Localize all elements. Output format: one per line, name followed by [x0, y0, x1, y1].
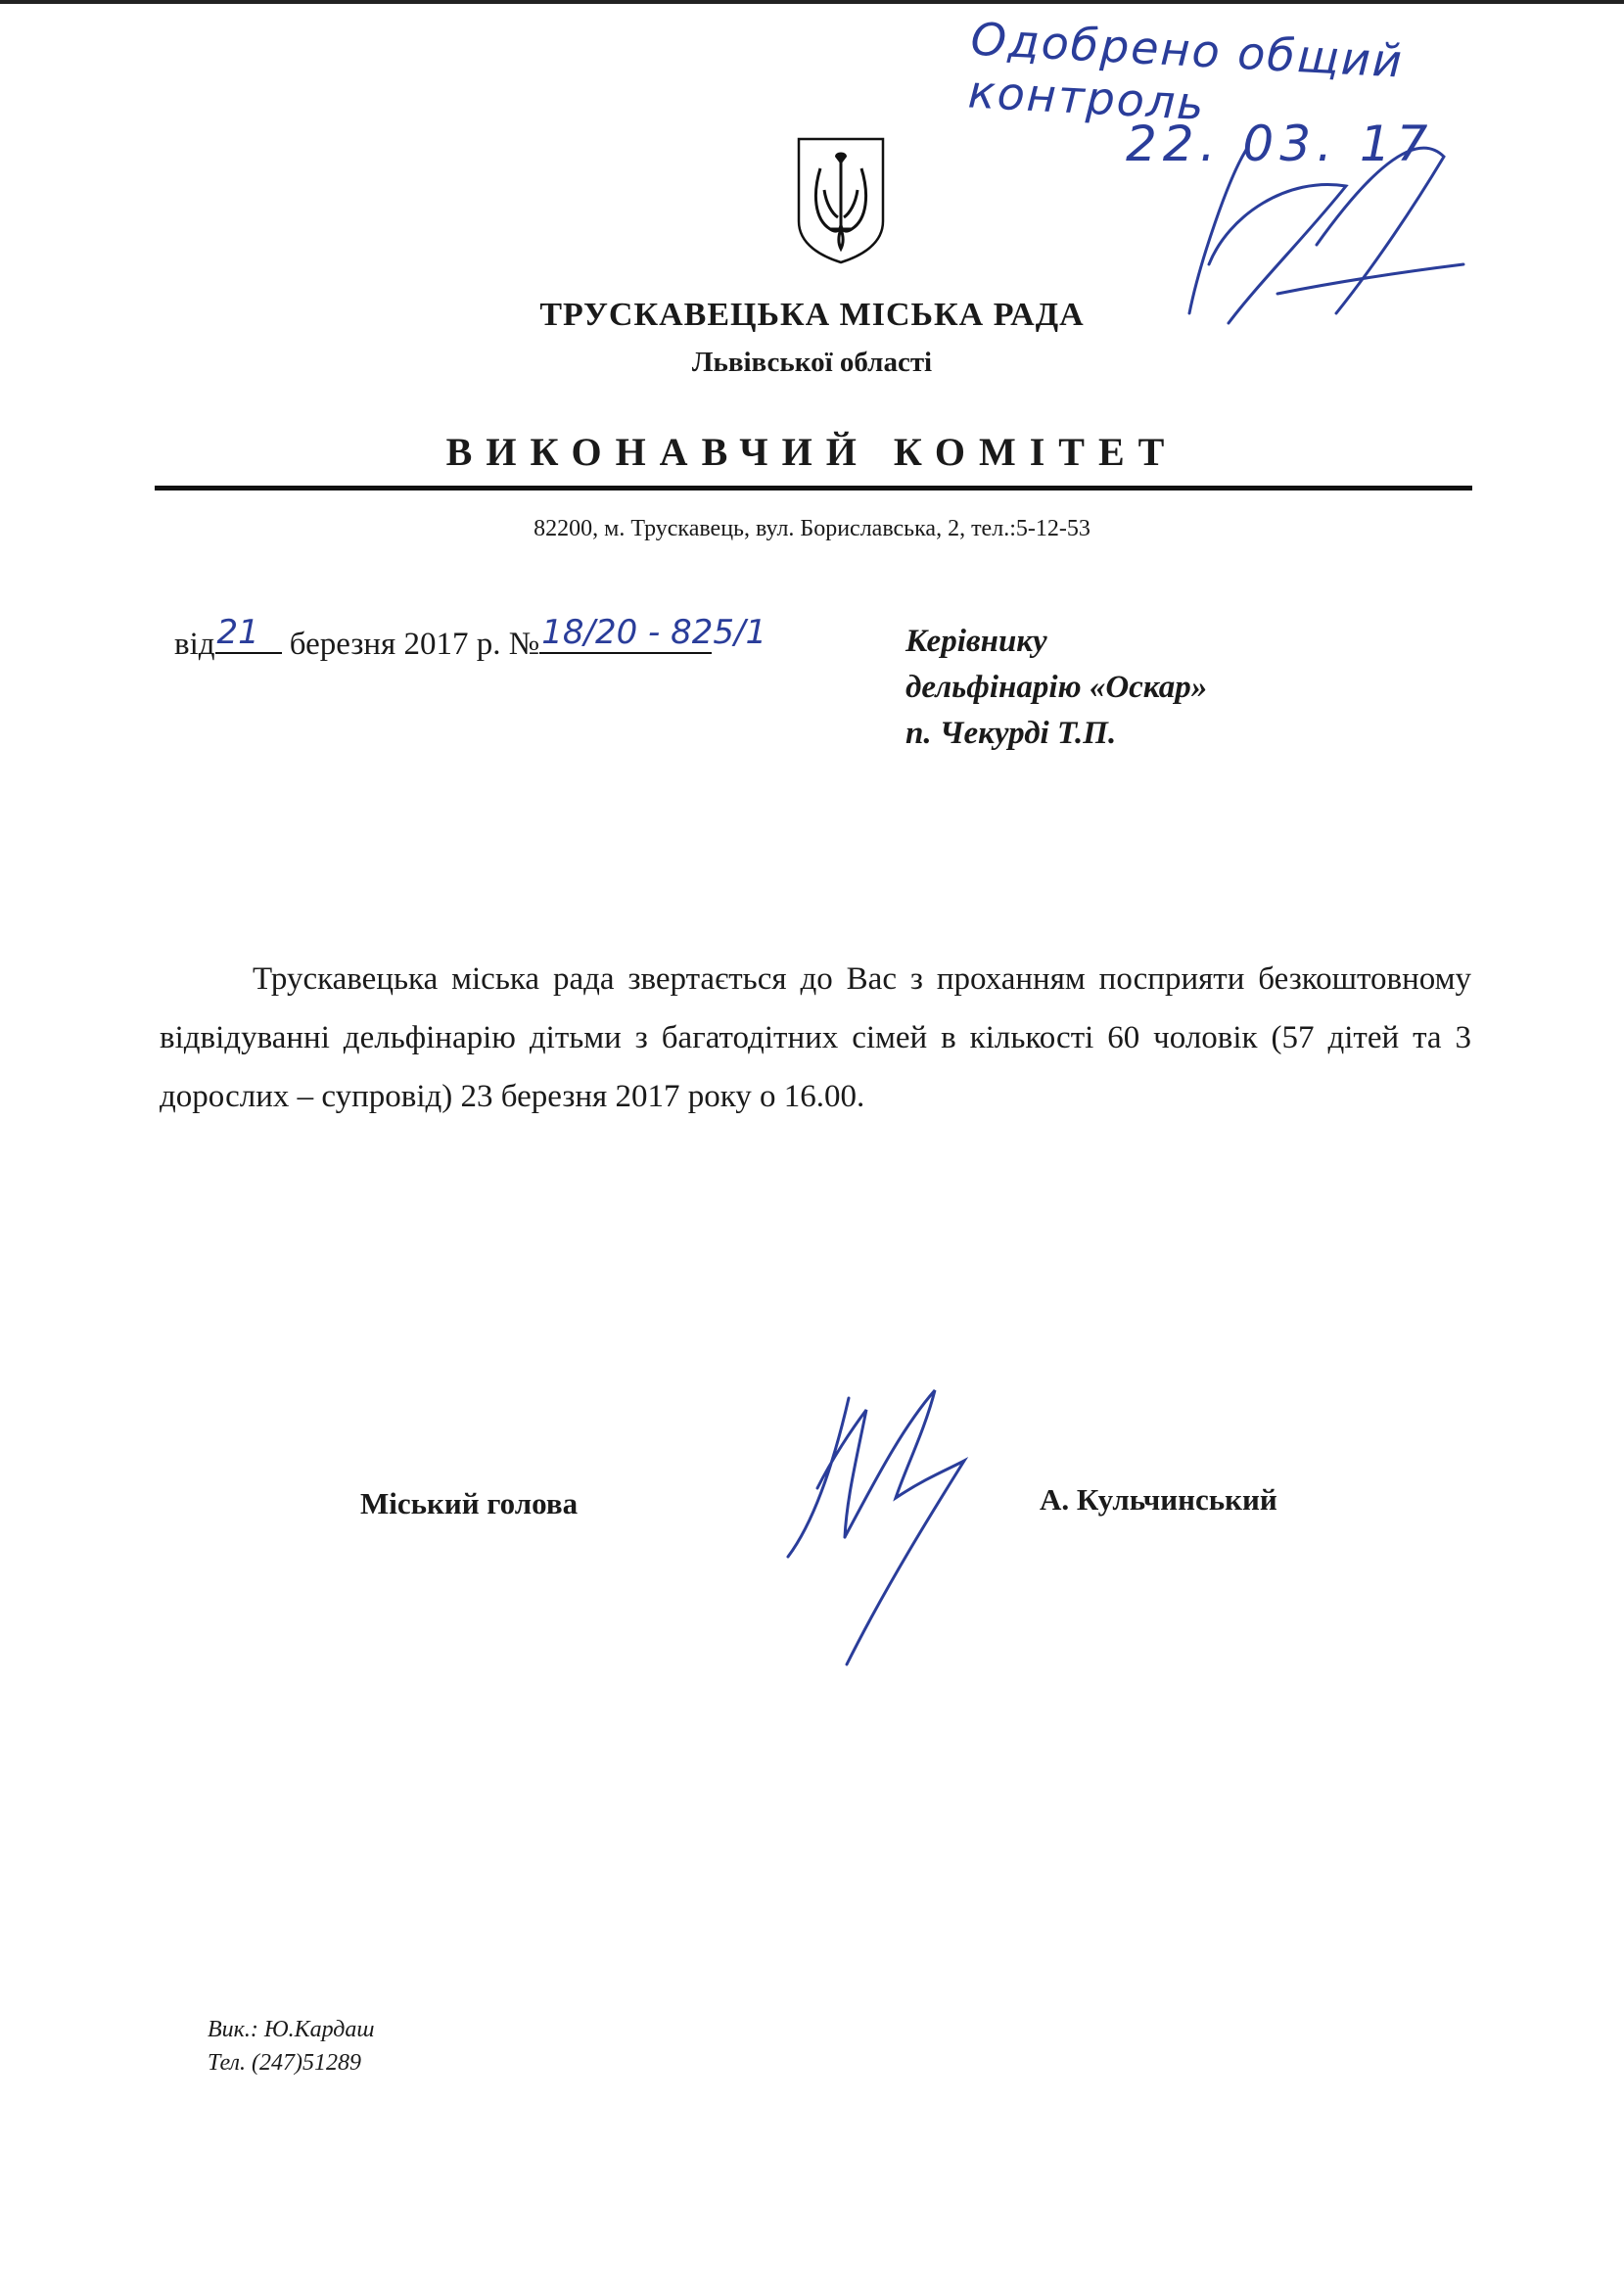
- addressee-organization: дельфінарію «Оскар»: [905, 670, 1208, 705]
- signatory-title: Міський голова: [360, 1486, 579, 1520]
- executor-phone: Тел. (247)51289: [208, 2050, 361, 2076]
- organization-address: 82200, м. Трускавець, вул. Бориславська, 2, тел.:5-12-53: [534, 516, 1090, 541]
- signatory-name: А. Кульчинський: [1040, 1482, 1277, 1517]
- addressee-position: Керівнику: [905, 624, 1047, 659]
- reference-number-sign: №: [508, 627, 540, 662]
- reference-number-field: [539, 613, 767, 654]
- reference-day-handwritten: 21: [216, 613, 259, 652]
- organization-region: Львівської області: [691, 347, 933, 378]
- handwritten-approval-date: 22. 03. 17: [1126, 116, 1434, 172]
- reference-prefix: від: [174, 627, 215, 662]
- addressee-block: [905, 619, 1207, 757]
- coat-of-arms-icon: [795, 135, 887, 266]
- organization-name: ТРУСКАВЕЦЬКА МІСЬКА РАДА: [539, 297, 1085, 333]
- reference-month-year: березня 2017 р.: [289, 627, 501, 662]
- executor-footer: [208, 2013, 375, 2080]
- committee-title: ВИКОНАВЧИЙ КОМІТЕТ: [445, 430, 1179, 474]
- executor-name: Вик.: Ю.Кардаш: [208, 2017, 375, 2042]
- reference-day-field: [215, 613, 282, 654]
- reference-line: [174, 613, 767, 663]
- reference-number-handwritten: 18/20 - 825/1: [541, 613, 767, 652]
- header-divider: [155, 486, 1472, 491]
- addressee-name: п. Чекурді Т.П.: [905, 716, 1117, 751]
- mayor-signature: [778, 1371, 1003, 1684]
- scan-edge: [0, 0, 1624, 4]
- handwritten-approval-note: Одобрено общий контроль: [966, 12, 1406, 131]
- letter-body: Трускавецька міська рада звертається до Вас з проханням посприяти безкоштовному відвідуванні дельфінарію дітьми з багатодітних сімей в кількості 60 чоловік (57 дітей та 3 дорослих – супровід) 23 березня 2017 року о 16.00.: [160, 961, 1471, 1114]
